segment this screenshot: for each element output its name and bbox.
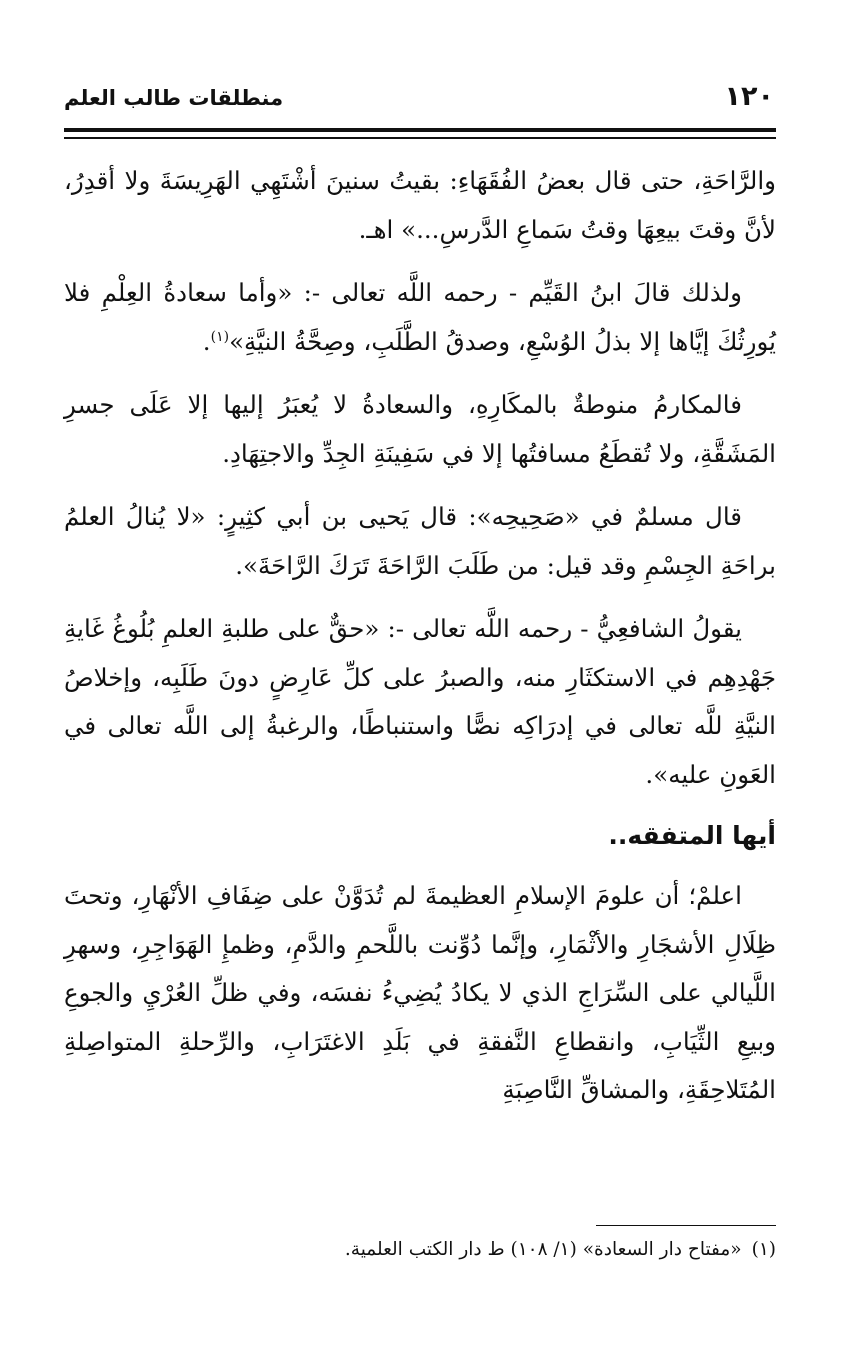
paragraph-5: يقولُ الشافعِيُّ - رحمه اللَّه تعالى -: «حقٌّ على طلبةِ العلمِ بُلُوغُ غَايةِ جَهْدِهِم في الاستكثَارِ منه، والصبرُ على كلِّ عَارِضٍ دونَ طَلَبِه، وإخلاصُ النيَّةِ للَّه تعالى في إدرَاكِه نصًّا واستنباطًا، والرغبةُ إلى اللَّه تعالى في العَونِ عليه». bbox=[64, 614, 776, 789]
paragraph-3: فالمكارمُ منوطةٌ بالمكَارِهِ، والسعادةُ لا يُعبَرُ إليها إلا عَلَى جسرِ المَشَقَّةِ، ولا تُقطَعُ مسافتُها إلا في سَفِينَةِ الجِدِّ والاجتِهَادِ. bbox=[64, 390, 776, 468]
paragraph-4: قال مسلمٌ في «صَحِيحِه»: قال يَحيى بن أبي كثِيرٍ: «لا يُنالُ العلمُ براحَةِ الجِسْمِ وقد قيل: من طَلَبَ الرَّاحَةَ تَرَكَ الرَّاحَةَ». bbox=[64, 502, 776, 580]
paragraph-2-end: . bbox=[202, 326, 211, 356]
paragraph-1: والرَّاحَةِ، حتى قال بعضُ الفُقَهَاءِ: بقيتُ سنينَ أشْتَهِي الهَرِيسَةَ ولا أقدِرُ، لأنَّ وقتَ بيعِهَا وقتُ سَماعِ الدَّرسِ...» اهـ. bbox=[64, 166, 776, 244]
paragraph-6: اعلمْ؛ أن علومَ الإسلامِ العظيمةَ لم تُدَوَّنْ على ضِفَافِ الأنْهَارِ، وتحتَ ظِلَالِ الأشجَارِ والأثْمَارِ، وإنَّما دُوِّنت باللَّحمِ والدَّمِ، وظمإِ الهَوَاجِرِ، وسهرِ اللَّيالي على السِّرَاجِ الذي لا يكادُ يُضِيءُ نفسَه، وفي ظلِّ العُرْيِ والجوعِ وبيعِ الثِّيَابِ، وانقطاعِ النَّفقةِ في بَلَدِ الاغتَرَابِ، والرِّحلةِ المتواصِلةِ المُتَلاحِقَةِ، والمشاقِّ النَّاصِبَةِ bbox=[64, 881, 776, 1104]
footnote bbox=[64, 1236, 776, 1264]
page-header bbox=[64, 82, 776, 116]
book-page bbox=[64, 0, 776, 1347]
main-text bbox=[64, 157, 776, 1130]
section-heading: أيها المتفقه.. bbox=[608, 821, 776, 850]
paragraph-2 bbox=[64, 269, 776, 366]
header-rule-thin bbox=[64, 137, 776, 139]
paragraph-2-text: ولذلك قالَ ابنُ القَيِّم - رحمه اللَّه تعالى -: «وأما سعادةُ العِلْمِ فلا يُورِثُكَ إيَّاها إلا بذلُ الوُسْعِ، وصدقُ الطَّلَبِ، وصِحَّةُ النيَّةِ» bbox=[64, 278, 776, 356]
footnote-text: «مفتاح دار السعادة» (١/ ١٠٨) ط دار الكتب العلمية. bbox=[344, 1239, 742, 1260]
footnote-mark: (١) bbox=[751, 1239, 776, 1260]
header-rule-thick bbox=[64, 128, 776, 132]
running-title: منطلقات طالب العلم bbox=[64, 86, 284, 110]
footnote-ref-1: (١) bbox=[210, 328, 230, 345]
footnote-separator bbox=[596, 1225, 776, 1226]
page-number: ١٢٠ bbox=[724, 81, 774, 112]
